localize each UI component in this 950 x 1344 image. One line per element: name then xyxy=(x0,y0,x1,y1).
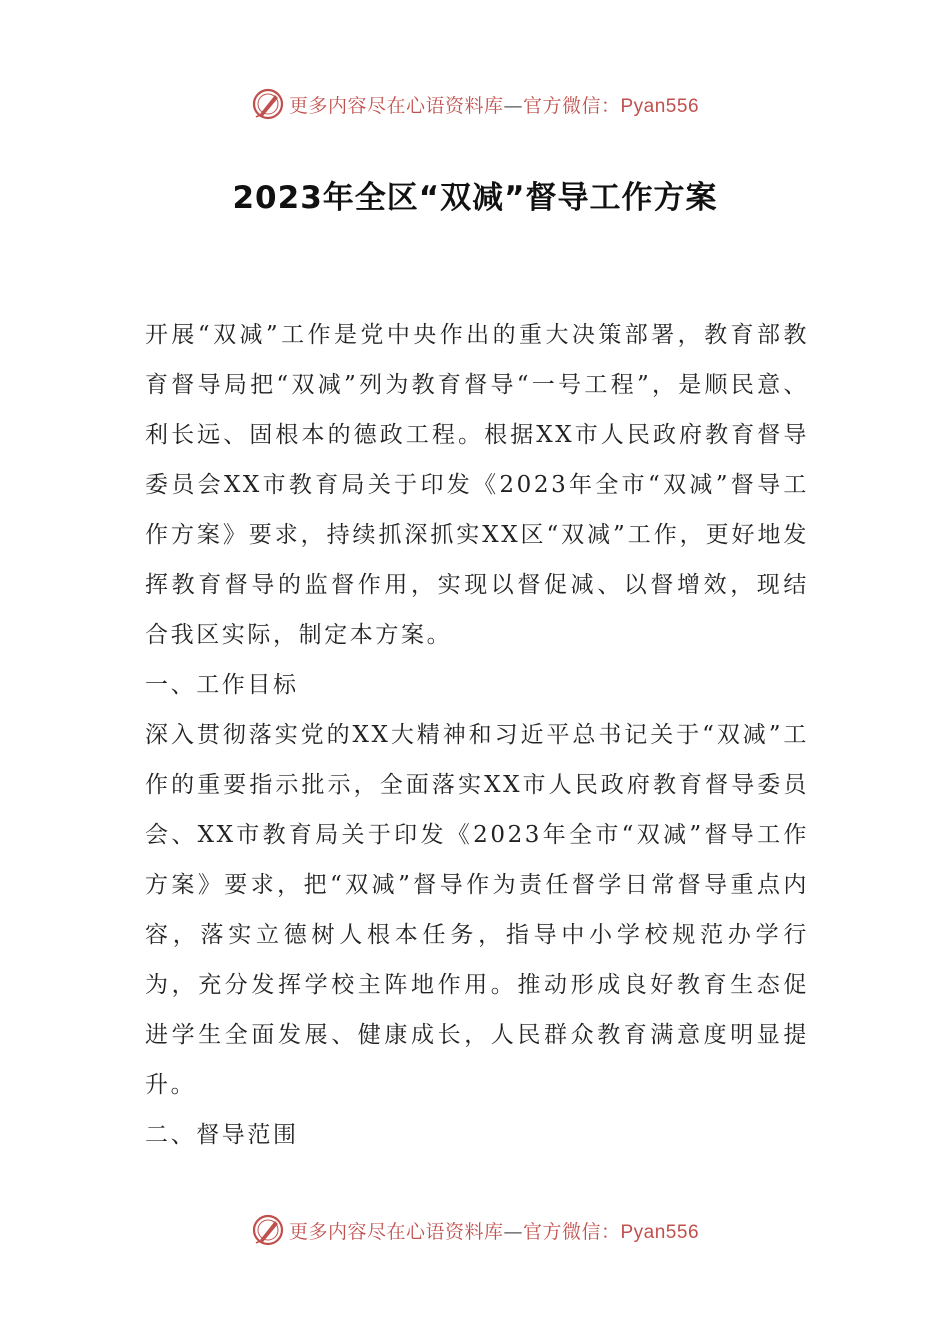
pen-nib-logo-icon xyxy=(251,87,285,121)
watermark-header xyxy=(0,84,950,124)
watermark-wechat-id: Pyan556 xyxy=(620,95,700,117)
watermark-wechat-id: Pyan556 xyxy=(620,1221,700,1243)
watermark-brand: 更多内容尽在心语资料库 xyxy=(288,1220,504,1243)
pen-nib-logo-icon xyxy=(251,1213,285,1247)
paragraph-goals: 深入贯彻落实党的XX大精神和习近平总书记关于“双减”工作的重要指示批示，全面落实XX市人民政府教育督导委员会、XX市教育局关于印发《2023年全市“双减”督导工作方案》要求，把“双减”督导作为责任督学日常督导重点内容，落实立德树人根本任务，指导中小学校规范办学行为，充分发挥学校主阵地作用。推动形成良好教育生态促进学生全面发展、健康成长，人民群众教育满意度明显提升。 xyxy=(145,722,809,1098)
document-body xyxy=(145,310,809,1160)
watermark-dash: — xyxy=(503,1220,523,1243)
watermark-dash: — xyxy=(503,94,523,117)
section-heading-goals: 一、工作目标 xyxy=(145,672,299,698)
document-title: 2023年全区“双减”督导工作方案 xyxy=(232,180,718,216)
watermark-wechat-label: 官方微信： xyxy=(522,94,621,117)
watermark-wechat-label: 官方微信： xyxy=(522,1220,621,1243)
watermark-text xyxy=(289,91,699,118)
watermark-text xyxy=(289,1217,699,1244)
paragraph-intro: 开展“双减”工作是党中央作出的重大决策部署，教育部教育督导局把“双减”列为教育督导“一号工程”，是顺民意、利长远、固根本的德政工程。根据XX市人民政府教育督导委员会XX市教育局关于印发《2023年全市“双减”督导工作方案》要求，持续抓深抓实XX区“双减”工作，更好地发挥教育督导的监督作用，实现以督促减、以督增效，现结合我区实际，制定本方案。 xyxy=(145,322,809,648)
section-heading-scope: 二、督导范围 xyxy=(145,1122,299,1148)
watermark-brand: 更多内容尽在心语资料库 xyxy=(288,94,504,117)
watermark-footer xyxy=(0,1210,950,1250)
